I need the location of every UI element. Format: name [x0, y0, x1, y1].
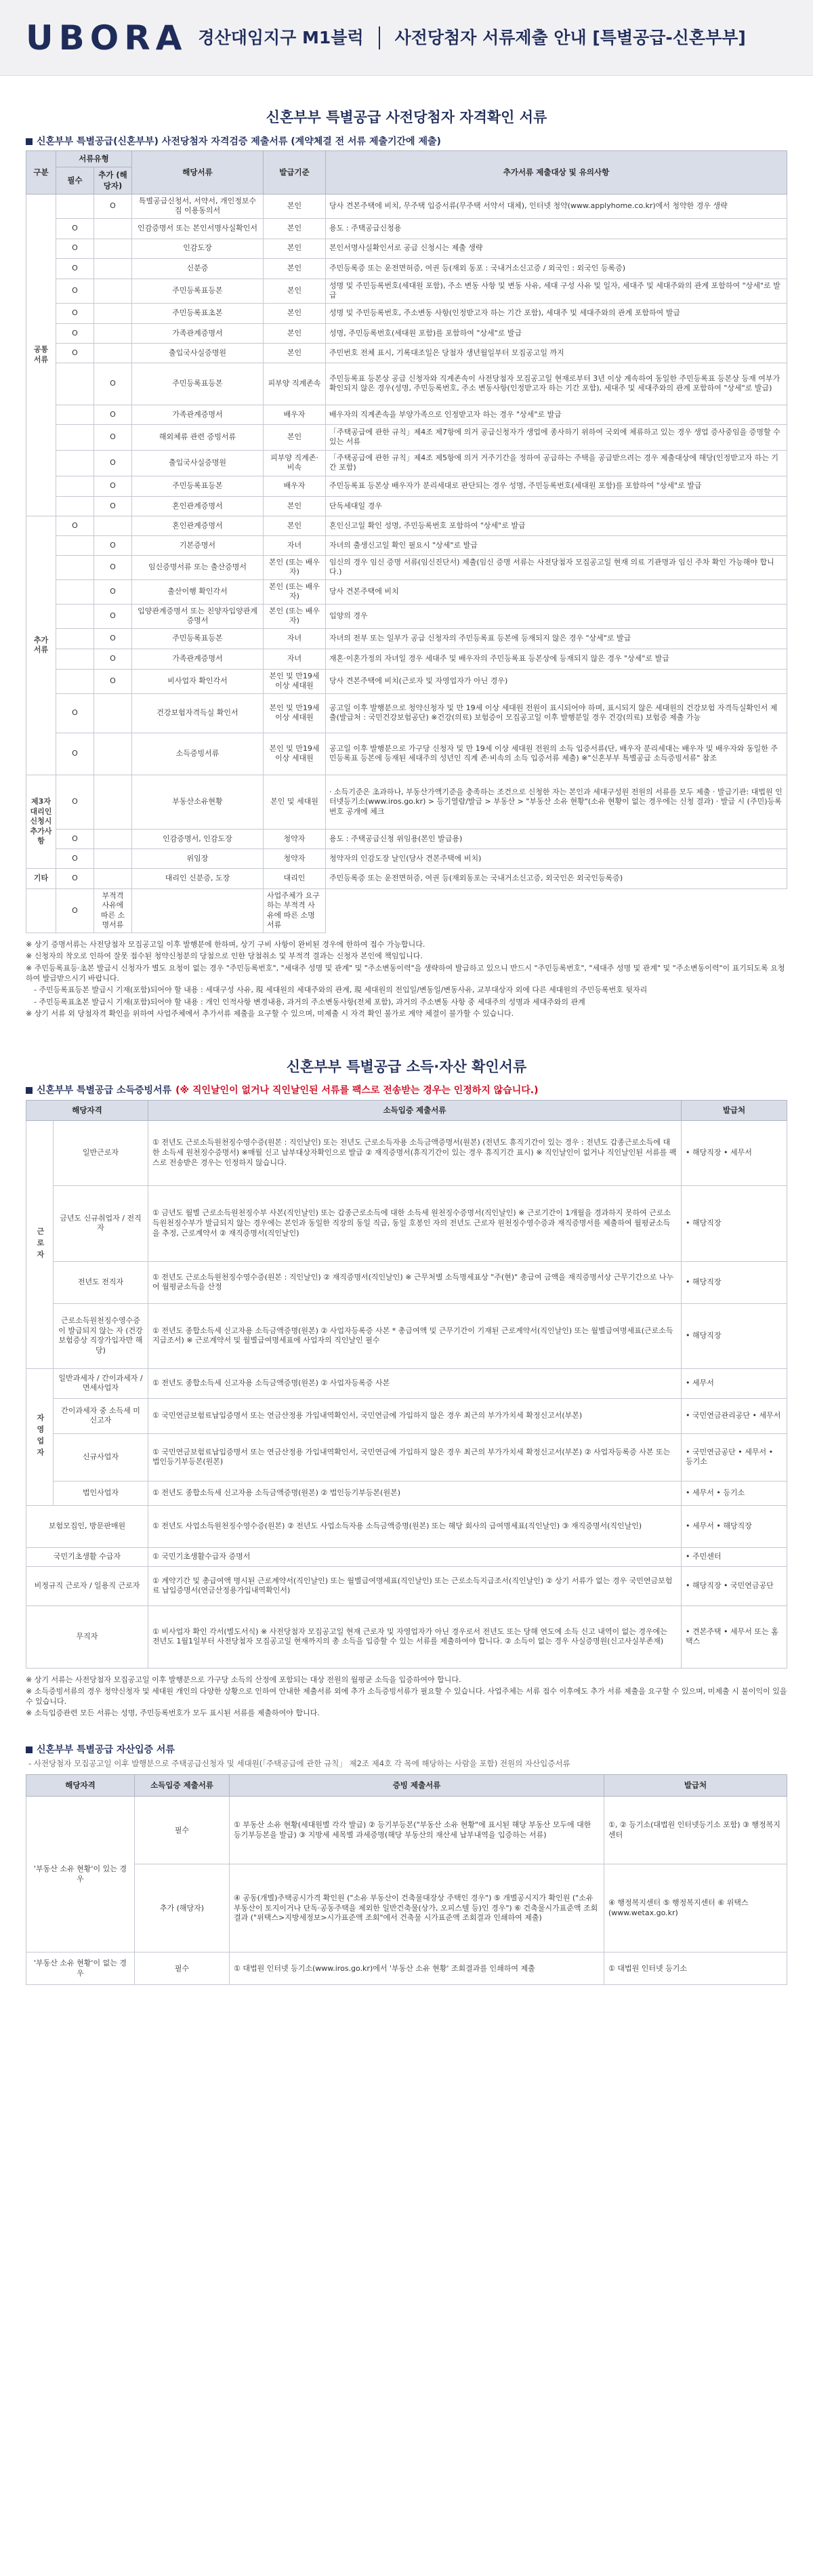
table-row — [26, 1547, 787, 1566]
issuer-cell: • 국민연금공단 • 세무서 • 등기소 — [682, 1433, 787, 1481]
issuer-cell: 본인 — [264, 194, 326, 218]
table-row — [26, 604, 787, 628]
note-item: ※ 주민등록표등·초본 발급시 신청자가 별도 요청이 없는 경우 "주민등록번호", "세대주 성명 및 관계" 및 "주소변동이력"을 생략하여 발급하고 있으니 반드시 "주민등록번호", "세대주 성명 및 관계" 및 "주소변동이력"이 표기되도록 요청하여 발급받으시기 바랍니다. — [26, 963, 785, 983]
note-item: ※ 신청자의 착오로 인하여 잘못 접수된 청약신청분의 당첨으로 인한 당첨취소 및 부적격 결과는 신청자 본인에 책임입니다. — [26, 952, 423, 961]
table-row — [26, 323, 787, 343]
issuer-cell: 본인 (또는 배우자) — [264, 555, 326, 579]
additional-mark — [94, 303, 132, 323]
doc-name-cell: 비사업자 확인각서 — [132, 669, 264, 693]
doc-name-cell: 임신증명서류 또는 출산증명서 — [132, 555, 264, 579]
additional-mark: O — [94, 628, 132, 649]
header-notes: 추가서류 제출대상 및 유의사항 — [326, 151, 787, 195]
required-mark: O — [56, 343, 94, 363]
issuer-cell: 본인 — [264, 258, 326, 279]
doc-name-cell: 주민등록표등본 — [132, 628, 264, 649]
table-row — [26, 888, 787, 933]
doc-name-cell: 신분증 — [132, 258, 264, 279]
asset-docs-table — [26, 1774, 787, 1985]
proof-docs-cell: ① 대법원 인터넷 등기소(www.iros.go.kr)에서 '부동산 소유 현황' 조회결과를 인쇄하여 제출 — [230, 1953, 604, 1985]
notes-cell: 당사 견본주택에 비치(근로자 및 자영업자가 아닌 경우) — [326, 669, 787, 693]
income-docs-cell: ① 전년도 종합소득세 신고자용 소득금액증명(원본) ② 사업자등록증 사본 — [148, 1368, 682, 1398]
doc-name-cell: 인감도장 — [132, 239, 264, 258]
doc-name-cell: 주민등록표등본 — [132, 279, 264, 303]
issuer-cell: 자녀 — [264, 649, 326, 669]
issuer-cell: • 해당직장 — [682, 1185, 787, 1261]
notes-cell: 당사 견본주택에 비치 — [326, 579, 787, 604]
required-mark: O — [56, 775, 94, 829]
notes-cell: 「주택공급에 관한 규칙」제4조 제7항에 의거 공급신청자가 생업에 종사하기 위하여 국외에 체류하고 있는 경우 생업 증사중임을 증명할 수 있는 서류 — [326, 424, 787, 450]
table-row — [26, 1120, 787, 1185]
notes-cell: 청약자의 인감도장 날인(당사 견본주택에 비치) — [326, 849, 787, 868]
header-banner — [0, 0, 813, 76]
issuer-cell: ④ 행정복지센터 ⑤ 행정복지센터 ⑥ 위택스(www.wetax.go.kr) — [604, 1864, 787, 1953]
header-income-docs: 소득입증 제출서류 — [148, 1100, 682, 1120]
required-mark — [56, 604, 94, 628]
additional-mark: O — [94, 579, 132, 604]
issuer-cell: • 해당직장 — [682, 1303, 787, 1368]
table-row — [26, 1261, 787, 1303]
issuer-cell: 본인 및 세대원 — [264, 775, 326, 829]
doc-name-cell: 가족관계증명서 — [132, 405, 264, 424]
required-mark — [56, 555, 94, 579]
proof-docs-cell: ④ 공동(개별)주택공시가격 확인원 ("소유 부동산이 건축물대장상 주택인 경우") ⑤ 개별공시지가 확인원 ("소유 부동산이 토지이거나 단독·공동주택을 제외한 일반건축물(상가, 오피스텔 등)인 경우") ⑥ 건축물시가표준액 조회 결과 ("위택스>지방세정보>시가표준액 조회"에서 건축물 시가표준액 조회결과 인쇄하여 제출) — [230, 1864, 604, 1953]
table-row — [26, 496, 787, 516]
header-required: 필수 — [56, 167, 94, 194]
notes-cell: 주민등록증 또는 운전면허증, 여권 등(재외동포는 국내거소신고증, 외국인은 외국인등록증) — [326, 868, 787, 888]
table-row — [26, 693, 787, 733]
issuer-cell: 본인 (또는 배우자) — [264, 604, 326, 628]
issuer-cell: 본인 — [264, 279, 326, 303]
issuer-cell: • 해당직장 • 세무서 — [682, 1120, 787, 1185]
header-additional: 추가 (해당자) — [94, 167, 132, 194]
subsection-heading: 신혼부부 특별공급 소득증빙서류 (※ 직인날인이 없거나 직인날인된 서류를 팩스로 전송받는 경우는 인정하지 않습니다.) — [26, 1084, 787, 1097]
table-row — [26, 1398, 787, 1433]
additional-mark — [94, 218, 132, 239]
required-mark — [56, 496, 94, 516]
issuer-cell: • 해당직장 • 국민연금공단 — [682, 1566, 787, 1606]
required-mark: O — [56, 218, 94, 239]
table-row — [26, 1368, 787, 1398]
issuer-cell: 배우자 — [264, 405, 326, 424]
required-mark: O — [56, 733, 94, 775]
notes-cell: 혼인신고일 확인 성명, 주민등록번호 포함하여 "상세"로 발급 — [326, 516, 787, 535]
square-bullet-icon — [26, 1087, 33, 1094]
group-label: 기타 — [26, 868, 56, 888]
qualification-docs-table — [26, 150, 787, 933]
table-row — [26, 1185, 787, 1261]
section-qualification-docs — [0, 76, 813, 1019]
notes-cell: 자녀의 전부 또는 일부가 공급 신청자의 주민등록표 등본에 등재되지 않은 경우 "상세"로 발급 — [326, 628, 787, 649]
doc-name-cell: 주민등록표초본 — [132, 303, 264, 323]
table-row — [26, 363, 787, 405]
additional-mark: O — [94, 194, 132, 218]
additional-mark — [94, 343, 132, 363]
notes-cell: 성명 및 주민등록번호(세대원 포함), 주소 변동 사항 및 변동 사유, 세대 구성 사유 및 일자, 세대주 및 세대주와의 관계 포함하여 "상세"로 발급 — [326, 279, 787, 303]
table-row — [26, 258, 787, 279]
doc-name-cell: 건강보험자격득실 확인서 — [132, 693, 264, 733]
doc-type-cell: 필수 — [135, 1953, 230, 1985]
issuer-cell: 본인 및 만19세이상 세대원 — [264, 669, 326, 693]
qualification-cell: 일반근로자 — [54, 1120, 148, 1185]
issuer-cell: • 해당직장 — [682, 1261, 787, 1303]
required-mark — [56, 535, 94, 555]
required-mark — [56, 450, 94, 476]
table-row — [26, 555, 787, 579]
doc-name-cell: 가족관계증명서 — [132, 649, 264, 669]
doc-name-cell: 특별공급신청서, 서약서, 개인정보수집 이용동의서 — [132, 194, 264, 218]
income-docs-cell: ① 전년도 종합소득세 신고자용 소득금액증명(원본) ② 법인등기부등본(원본) — [148, 1481, 682, 1505]
header-issuer: 발급처 — [604, 1775, 787, 1797]
doc-name-cell: 주민등록표등본 — [132, 476, 264, 496]
issuer-cell: 본인 — [264, 303, 326, 323]
notes-cell: 배우자의 직계존속을 부양가족으로 인정받고자 하는 경우 "상세"로 발급 — [326, 405, 787, 424]
additional-mark — [94, 693, 132, 733]
notes-cell: 공고일 이후 발행분으로 가구당 신청자 및 만 19세 이상 세대원 전원의 소득 입증서류(단, 배우자 분리세대는 배우자 및 배우자와 동일한 주민등록표 등본에 등재된 세대주의 성년인 직계 존·비속의 소득 입증서류 제출) ※"신혼부부 특별공급 소득증빙서류" 참조 — [326, 733, 787, 775]
issuer-cell: 청약자 — [264, 849, 326, 868]
doc-name-cell: 가족관계증명서 — [132, 323, 264, 343]
subsection-heading: 신혼부부 특별공급(신혼부부) 사전당첨자 자격검증 제출서류 (계약체결 전 서류 제출기간에 제출) — [26, 136, 787, 148]
notes-cell: 재혼·이혼가정의 자녀일 경우 세대주 및 배우자의 주민등록표 등본상에 등재되지 않은 경우 "상세"로 발급 — [326, 649, 787, 669]
subsection-heading: 신혼부부 특별공급 자산입증 서류 — [26, 1744, 787, 1756]
issuer-cell: 청약자 — [264, 829, 326, 849]
header-gubun: 구분 — [26, 151, 56, 195]
doc-name-cell: 해외체류 관련 증빙서류 — [132, 424, 264, 450]
income-docs-cell: ① 계약기간 및 총급여액 명시된 근로계약서(직인날인) 또는 월별급여명세표(직인날인) 또는 근로소득지급조서(직인날인) ② 상기 서류가 없는 경우 국민연금보험료 납입증명서(연금산정용가입내역확인서) — [148, 1566, 682, 1606]
table-row — [26, 218, 787, 239]
brand-logo: UBORA — [26, 18, 188, 58]
table-row — [26, 628, 787, 649]
notes-cell: 본인서명사실확인서로 공급 신청시는 제출 생략 — [326, 239, 787, 258]
table-row — [26, 649, 787, 669]
doc-name-cell: 혼인관계증명서 — [132, 516, 264, 535]
additional-mark: O — [94, 496, 132, 516]
income-docs-cell: ① 비사업자 확인 각서(별도서식) ※ 사전당첨자 모집공고일 현재 근로자 및 자영업자가 아닌 경우로서 전년도 또는 당해 연도에 소득 신고 내역이 없는 경우에는 전년도 1월1일부터 사전당첨자 모집공고일 현재까지의 총 소득을 입증할 수 있는 서류를 제출하여야 합니다. ② 소득이 없는 경우 사실증명원(신고사실부존재) — [148, 1606, 682, 1668]
header-doc-type: 서류유형 — [56, 151, 132, 167]
table-row — [26, 1481, 787, 1505]
additional-mark: O — [94, 363, 132, 405]
issuer-cell: • 국민연금관리공단 • 세무서 — [682, 1398, 787, 1433]
additional-mark: O — [94, 424, 132, 450]
header-issuer: 발급처 — [682, 1100, 787, 1120]
table-row — [26, 775, 787, 829]
income-docs-cell: ① 국민연금보험료납입증명서 또는 연금산정용 가입내역확인서, 국민연금에 가입하지 않은 경우 최근의 부가가치세 확정신고서(부본) ② 사업자등록증 사본 또는 법인등기부등본(원본) — [148, 1433, 682, 1481]
issuer-cell: 본인 및 만19세이상 세대원 — [264, 733, 326, 775]
required-mark — [56, 649, 94, 669]
table-row — [26, 579, 787, 604]
group-label: 추가 서류 — [26, 516, 56, 775]
notes-cell: 주민등록증 또는 운전면허증, 여권 등(재외 동포 : 국내거소신고증 / 외국인 : 외국인 등록증) — [326, 258, 787, 279]
proof-docs-cell: ① 부동산 소유 현황(세대원별 각각 발급) ② 등기부등본("부동산 소유 현황"에 표시된 해당 부동산 모두에 대한 등기부등본을 발급) ③ 지방세 세목별 과세증명(해당 부동산의 재산세 납부내역을 입증하는 서류) — [230, 1797, 604, 1864]
required-mark — [56, 579, 94, 604]
table-row — [26, 343, 787, 363]
income-docs-cell: ① 금년도 월별 근로소득원천징수부 사본(직인날인) 또는 갑종근로소득에 대한 소득세 원천징수증명서(직인날인) ※ 근로기간이 1개월을 경과하지 못하여 근로소득원천징수부가 발급되지 않는 경우에는 본인과 동일한 직장의 동일 직급, 동일 호봉인 자의 전년도 근로자 원천징수영수증과 재직증명서를 제출하여 월평균소득을 추정, 근로계약서 ② 재직증명서(직인날인) — [148, 1185, 682, 1261]
group-label: 제3자 대리인 신청시 추가사항 — [26, 775, 56, 868]
additional-mark — [94, 323, 132, 343]
doc-name-cell: 입양관계증명서 또는 친양자입양관계 증명서 — [132, 604, 264, 628]
table-row — [26, 1606, 787, 1668]
table-row — [26, 239, 787, 258]
table-row — [26, 516, 787, 535]
table-row — [26, 1566, 787, 1606]
notes-cell: 성명, 주민등록번호(세대원 포함)를 포함하여 "상세"로 발급 — [326, 323, 787, 343]
issuer-cell: 피부양 직계존속 — [264, 363, 326, 405]
income-docs-cell: ① 국민기초생활수급자 증명서 — [148, 1547, 682, 1566]
note-item: - 주민등록표초본 발급시 기재(포함)되어야 할 내용 : 개인 인적사항 변경내용, 과거의 주소변동사항(전체 포함), 과거의 주소변동 사항 중 세대주의 성명과 세대주와의 관계 — [34, 997, 585, 1006]
income-docs-cell: ① 전년도 종합소득세 신고자용 소득금액증명(원본) ② 사업자등록증 사본 * 총급여액 및 근무기간이 기재된 근로계약서(직인날인) 또는 월별급여명세표(근로소득지급조서) ※ 근로계약서 및 월별급여명세표에 사업자의 직인날인 필수 — [148, 1303, 682, 1368]
notes-cell: 용도 : 주택공급신청 위임용(본인 발급용) — [326, 829, 787, 849]
notes-list — [26, 940, 787, 1019]
doc-type-cell: 추가 (해당자) — [135, 1864, 230, 1953]
required-mark: O — [56, 258, 94, 279]
table-row — [26, 669, 787, 693]
table-row — [26, 303, 787, 323]
notes-cell: 사업주체가 요구하는 부적격 사유에 따른 소명서류 — [264, 888, 326, 933]
notes-cell: 입양의 경우 — [326, 604, 787, 628]
additional-mark: O — [94, 555, 132, 579]
qualification-cell: 국민기초생활 수급자 — [26, 1547, 148, 1566]
qualification-cell: 보험모집인, 방문판매원 — [26, 1505, 148, 1547]
doc-name-cell: 위임장 — [132, 849, 264, 868]
required-mark — [56, 194, 94, 218]
notes-cell: 주민번호 전체 표시, 기록대조일은 당첨자 생년월일부터 모집공고일 까지 — [326, 343, 787, 363]
additional-mark — [94, 279, 132, 303]
issuer-cell: 본인 — [264, 516, 326, 535]
group-label: 근로자 — [26, 1120, 54, 1368]
header-qualification: 해당자격 — [26, 1775, 135, 1797]
qualification-cell: 법인사업자 — [54, 1481, 148, 1505]
issuer-cell: • 견본주택 • 세무서 또는 홈택스 — [682, 1606, 787, 1668]
issuer-cell: 본인 (또는 배우자) — [264, 579, 326, 604]
required-mark — [56, 405, 94, 424]
additional-mark: O — [94, 649, 132, 669]
additional-mark — [94, 868, 132, 888]
required-mark — [56, 476, 94, 496]
required-mark: O — [56, 868, 94, 888]
notes-cell: 공고일 이후 발행분으로 청약신청자 및 만 19세 이상 세대원 전원이 표시되어야 하며, 표시되지 않은 세대원의 건강보험 자격득실확인서 제출(발급처 : 국민건강보험공단) ※건강(의료) 보험증이 모집공고일 이후 발행분일 경우 건강(의료) 보험증 제출 가능 — [326, 693, 787, 733]
qualification-cell: 금년도 신규취업자 / 전직자 — [54, 1185, 148, 1261]
additional-mark — [94, 775, 132, 829]
additional-mark: O — [56, 888, 94, 933]
section-asset-docs — [0, 1721, 813, 1986]
group-label: 공통 서류 — [26, 194, 56, 516]
additional-mark: O — [94, 669, 132, 693]
doc-name-cell: 출산이행 확인각서 — [132, 579, 264, 604]
issuer-cell: 본인 — [264, 323, 326, 343]
qualification-cell: 간이과세자 중 소득세 미신고자 — [54, 1398, 148, 1433]
doc-name-cell: 출입국사실증명원 — [132, 450, 264, 476]
additional-mark — [94, 239, 132, 258]
required-mark: O — [56, 323, 94, 343]
issuer-cell: • 주민센터 — [682, 1547, 787, 1566]
doc-name-cell: 출입국사실증명원 — [132, 343, 264, 363]
asset-docs-lead: - 사전당첨자 모집공고일 이후 발행분으로 주택공급신청자 및 세대원(「주택공급에 관한 규칙」 제2조 제4호 각 목에 해당하는 사람을 포함) 전원의 자산입증서류 — [28, 1759, 570, 1769]
required-mark: O — [56, 303, 94, 323]
doc-name-cell: 인감증명서, 인감도장 — [132, 829, 264, 849]
notes-cell: 주민등록표 등본상 배우자가 분리세대로 판단되는 경우 성명, 주민등록번호(세대원 포함)를 포함하여 "상세"로 발급 — [326, 476, 787, 496]
qualification-cell: '부동산 소유 현황'이 있는 경우 — [26, 1797, 135, 1953]
issuer-cell: 피부양 직계존·비속 — [264, 450, 326, 476]
additional-mark: O — [94, 405, 132, 424]
doc-name-cell: 주민등록표등본 — [132, 363, 264, 405]
header-proof-docs: 증빙 제출서류 — [230, 1775, 604, 1797]
notes-cell: 자녀의 출생신고일 확인 필요시 "상세"로 발급 — [326, 535, 787, 555]
page-title: 사전당첨자 서류제출 안내 [특별공급-신혼부부] — [394, 28, 746, 47]
qualification-cell: 비정규직 근로자 / 일용직 근로자 — [26, 1566, 148, 1606]
income-docs-cell: ① 국민연금보험료납입증명서 또는 연금산정용 가입내역확인서, 국민연금에 가입하지 않은 경우 최근의 부가가치세 확정신고서(부본) — [148, 1398, 682, 1433]
header-doc: 해당서류 — [132, 151, 264, 195]
issuer-cell: 본인 — [264, 239, 326, 258]
square-bullet-icon — [26, 138, 33, 145]
notes-list — [26, 1675, 787, 1719]
issuer-cell: 본인 및 만19세이상 세대원 — [264, 693, 326, 733]
table-row — [26, 405, 787, 424]
table-row — [26, 450, 787, 476]
required-mark — [26, 888, 56, 933]
doc-name-cell: 혼인관계증명서 — [132, 496, 264, 516]
notes-cell: · 소득기준은 초과하나, 부동산가액기준을 충족하는 조건으로 신청한 자는 본인과 세대구성원 전원의 서류를 모두 제출 · 발급기관: 대법원 인터넷등기소(www.iros.go.kr) > 등기열람/발급 > 부동산 > "부동산 소유 현황"(소유 현황이 없는 경우에는 신청 결과) · 발급 시 (주민)등록번호 공개에 체크 — [326, 775, 787, 829]
additional-mark — [94, 516, 132, 535]
table-row — [26, 279, 787, 303]
note-item: ※ 소득증빙서류의 경우 청약신청자 및 세대원 개인의 다양한 상황으로 인하여 안내한 제출서류 외에 추가 소득증빙서류가 필요할 수 있습니다. 사업주체는 서류 접수 이후에도 추가 서류 제출을 요구할 수 있으며, 미제출 시 불이익이 있을 수 있습니다. — [26, 1687, 787, 1706]
issuer-cell: 본인 — [264, 496, 326, 516]
issuer-cell: 자녀 — [264, 535, 326, 555]
doc-type-cell: 필수 — [135, 1797, 230, 1864]
income-docs-table — [26, 1100, 787, 1669]
required-mark: O — [56, 829, 94, 849]
notes-cell: 용도 : 주택공급신청용 — [326, 218, 787, 239]
required-mark: O — [56, 279, 94, 303]
additional-mark: O — [94, 604, 132, 628]
additional-mark: O — [94, 476, 132, 496]
note-item: ※ 상기 서류 외 당첨자격 확인을 위하여 사업주체에서 추가서류 제출을 요구할 수 있으며, 미제출 시 자격 확인 불가로 계약 체결이 불가할 수 있습니다. — [26, 1009, 514, 1019]
note-item: ※ 소득입증관련 모든 서류는 성명, 주민등록번호가 모두 표시된 서류를 제출하여야 합니다. — [26, 1709, 320, 1718]
table-row — [26, 829, 787, 849]
doc-name-cell: 인감증명서 또는 본인서명사실확인서 — [132, 218, 264, 239]
table-row — [26, 424, 787, 450]
notes-cell: 「주택공급에 관한 규칙」제4조 제5항에 의거 거주기간을 정하여 공급하는 주택을 공급받으려는 경우 제출대상에 해당(인정받고자 하는 기간 포함) — [326, 450, 787, 476]
notes-cell: 당사 견본주택에 비치, 무주택 입증서류(무주택 서약서 대체), 인터넷 청약(www.applyhome.co.kr)에서 청약한 경우 생략 — [326, 194, 787, 218]
required-mark: O — [56, 239, 94, 258]
group-label: 자영업자 — [26, 1368, 54, 1505]
additional-mark — [94, 829, 132, 849]
income-docs-cell: ① 전년도 근로소득원천징수영수증(원본 : 직인날인) ② 재직증명서(직인날인) ※ 근무처별 소득명세표상 "주(현)" 총급여 금액을 재직증명서상 근무기간으로 나누어 월평균소득을 산정 — [148, 1261, 682, 1303]
required-mark: O — [56, 693, 94, 733]
table-row — [26, 733, 787, 775]
additional-mark — [94, 258, 132, 279]
issuer-cell: • 세무서 — [682, 1368, 787, 1398]
required-mark — [56, 424, 94, 450]
qualification-cell: 신규사업자 — [54, 1433, 148, 1481]
required-mark — [56, 363, 94, 405]
additional-mark — [94, 849, 132, 868]
table-row — [26, 476, 787, 496]
section-title: 신혼부부 특별공급 소득·자산 확인서류 — [286, 1058, 527, 1075]
table-row — [26, 194, 787, 218]
doc-name-cell: 기본증명서 — [132, 535, 264, 555]
note-item: ※ 상기 증명서류는 사전당첨자 모집공고일 이후 발행분에 한하며, 상기 구비 사항이 완비된 경우에 한하여 접수 가능합니다. — [26, 939, 425, 949]
section-income-asset-docs — [0, 1021, 813, 1719]
notes-cell: 단독세대일 경우 — [326, 496, 787, 516]
table-row — [26, 1433, 787, 1481]
issuer-cell: 대리인 — [264, 868, 326, 888]
additional-mark — [94, 733, 132, 775]
doc-name-cell: 소득증빙서류 — [132, 733, 264, 775]
required-mark — [56, 669, 94, 693]
issuer-cell: 본인 — [264, 218, 326, 239]
additional-mark: O — [94, 450, 132, 476]
issuer-cell: 본인 — [264, 343, 326, 363]
square-bullet-icon — [26, 1746, 33, 1753]
table-row — [26, 849, 787, 868]
required-mark — [56, 628, 94, 649]
issuer-cell — [132, 888, 264, 933]
complex-name: 경산대임지구 M1블럭 — [198, 28, 364, 47]
qualification-cell: 일반과세자 / 간이과세자 / 면세사업자 — [54, 1368, 148, 1398]
income-docs-cell: ① 전년도 근로소득원천징수영수증(원본 : 직인날인) 또는 전년도 근로소득자용 소득금액증명서(원본) (전년도 휴직기간이 있는 경우 : 전년도 갑종근로소득에 대한 소득세 원천징수증명서) ※매월 신고 납부대상자확인으로 발급 ② 재직증명서(휴직기간이 있는 경우 휴직기간 표시) ※ 직인날인이 없거나 직인날인된 서류를 팩스로 전송받은 경우는 인정하지 않습니다. — [148, 1120, 682, 1185]
doc-name-cell: 부동산소유현황 — [132, 775, 264, 829]
notes-cell: 주민등록표 등본상 공급 신청자와 직계존속이 사전당첨자 모집공고일 현재로부터 3년 이상 계속하여 동일한 주민등록표 등본상 등재 여부가 확인되지 않은 경우(성명, 주민등록번호, 주소 변동사항(인정받고자 하는 기간 포함), 세대주 및 세대주와의 관계 포함하여 "상세"로 발급) — [326, 363, 787, 405]
qualification-cell: 근로소득원천징수영수증이 발급되지 않는 자 (건강보험증상 직장가입자만 해당) — [54, 1303, 148, 1368]
table-row — [26, 1303, 787, 1368]
qualification-cell: 전년도 전직자 — [54, 1261, 148, 1303]
note-item: - 주민등록표등본 발급시 기재(포함)되어야 할 내용 : 세대구성 사유, 現 세대원의 세대주와의 관계, 現 세대원의 전입일/변동일/변동사유, 교부대상자 외에 다른 세대원의 주민등록번호 뒷자리 — [34, 985, 648, 995]
income-docs-cell: ① 전년도 사업소득원천징수영수증(원본) ② 전년도 사업소득자용 소득금액증명(원본) 또는 해당 회사의 급여명세표(직인날인) ③ 재직증명서(직인날인) — [148, 1505, 682, 1547]
doc-name-cell: 부적격 사유에 따른 소명서류 — [94, 888, 132, 933]
issuer-cell: ①, ② 등기소(대법원 인터넷등기소 포함) ③ 행정복지센터 — [604, 1797, 787, 1864]
issuer-cell: • 세무서 • 등기소 — [682, 1481, 787, 1505]
issuer-cell: 자녀 — [264, 628, 326, 649]
issuer-cell: 배우자 — [264, 476, 326, 496]
issuer-cell: • 세무서 • 해당직장 — [682, 1505, 787, 1547]
issuer-cell: 본인 — [264, 424, 326, 450]
warning-text: (※ 직인날인이 없거나 직인날인된 서류를 팩스로 전송받는 경우는 인정하지 않습니다.) — [175, 1085, 539, 1097]
notes-cell: 임신의 경우 임신 증명 서류(임신진단서) 제출(임신 증명 서류는 사전당첨자 모집공고일 현재 의료 기관명과 임신 주차 확인 가능해야 합니다.) — [326, 555, 787, 579]
table-row — [26, 868, 787, 888]
doc-name-cell: 대리인 신분증, 도장 — [132, 868, 264, 888]
issuer-cell: ① 대법원 인터넷 등기소 — [604, 1953, 787, 1985]
qualification-cell: '부동산 소유 현황'이 없는 경우 — [26, 1953, 135, 1985]
required-mark: O — [56, 516, 94, 535]
qualification-cell: 무직자 — [26, 1606, 148, 1668]
header-doc-type: 소득입증 제출서류 — [135, 1775, 230, 1797]
additional-mark: O — [94, 535, 132, 555]
required-mark: O — [56, 849, 94, 868]
notes-cell: 성명 및 주민등록번호, 주소변동 사항(인정받고자 하는 기간 포함), 세대주 및 세대주와의 관계 포함하여 발급 — [326, 303, 787, 323]
header-divider — [379, 26, 380, 49]
table-row — [26, 535, 787, 555]
note-item: ※ 상기 서류는 사전당첨자 모집공고일 이후 발행분으로 가구당 소득의 산정에 포함되는 대상 전원의 월평균 소득을 입증하여야 합니다. — [26, 1675, 461, 1684]
section-title: 신혼부부 특별공급 사전당첨자 자격확인 서류 — [266, 109, 547, 125]
header-issuer: 발급기준 — [264, 151, 326, 195]
table-row — [26, 1505, 787, 1547]
header-qualification: 해당자격 — [26, 1100, 148, 1120]
